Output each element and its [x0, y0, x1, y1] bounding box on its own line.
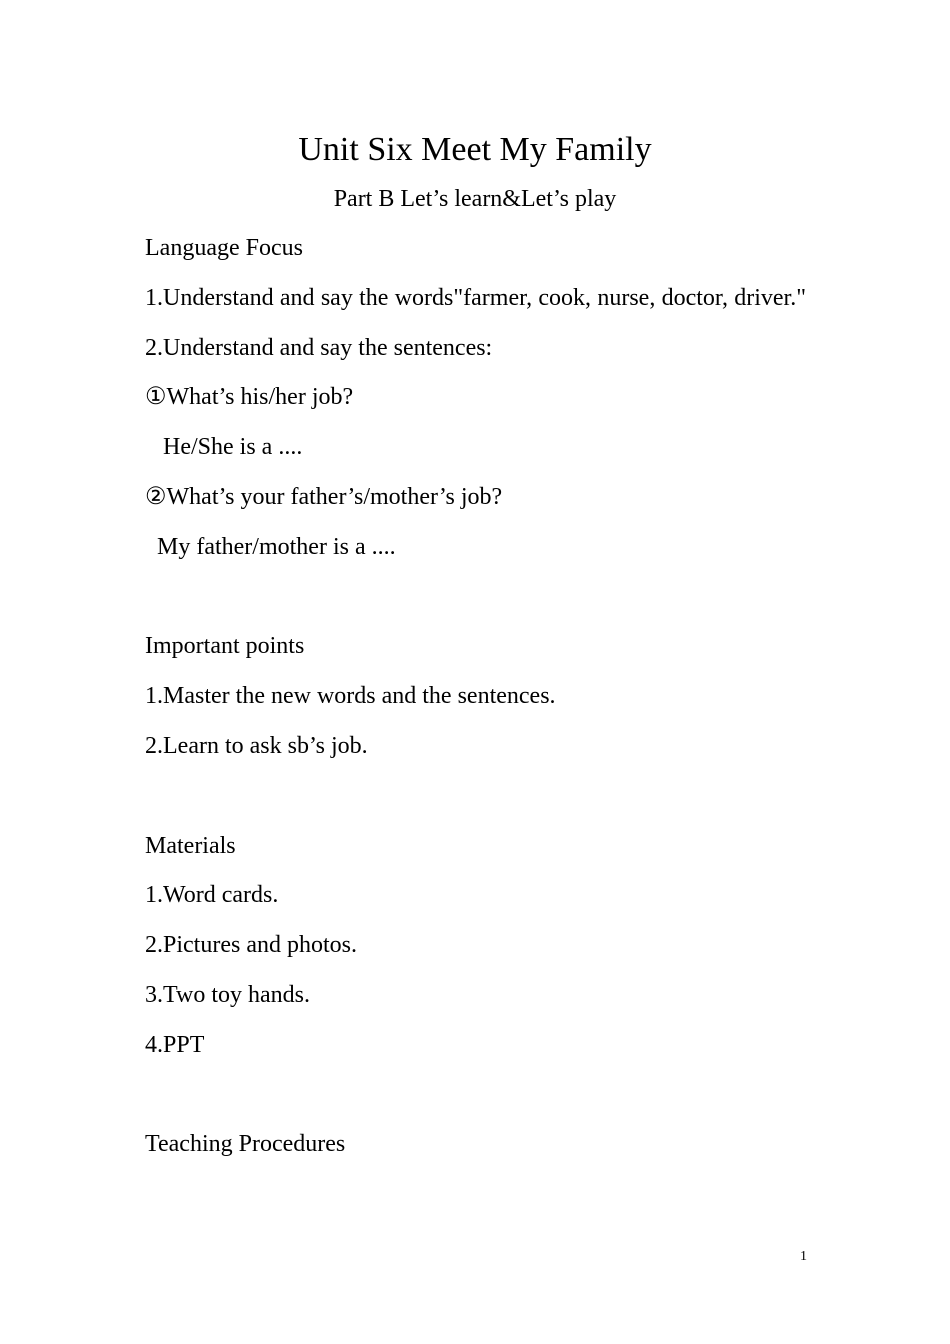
document-title: Unit Six Meet My Family [298, 131, 652, 168]
blank-line [145, 772, 806, 822]
document-body [145, 224, 806, 1170]
important-point-item: 1.Master the new words and the sentences. [145, 683, 556, 710]
sentence-answer-2: My father/mother is a .... [157, 533, 396, 560]
language-focus-item-2: 2.Understand and say the sentences: [145, 334, 493, 361]
sentence-question-1: ①What’s his/her job? [145, 384, 354, 411]
important-point-item: 2.Learn to ask sb’s job. [145, 732, 368, 759]
materials-heading: Materials [145, 832, 236, 859]
blank-line [145, 573, 806, 623]
materials-item: 3.Two toy hands. [145, 981, 310, 1008]
blank-line [145, 1071, 806, 1121]
sentence-question-2: ②What’s your father’s/mother’s job? [145, 483, 503, 510]
teaching-procedures-heading: Teaching Procedures [145, 1131, 346, 1158]
document-subtitle: Part B Let’s learn&Let’s play [333, 186, 617, 212]
materials-item: 2.Pictures and photos. [145, 932, 357, 959]
language-focus-heading: Language Focus [145, 235, 303, 261]
materials-item: 4.PPT [145, 1031, 205, 1058]
page-number: 1 [800, 1249, 807, 1264]
materials-item: 1.Word cards. [145, 882, 279, 909]
sentence-answer-1: He/She is a .... [163, 434, 303, 461]
important-points-heading: Important points [145, 633, 305, 660]
language-focus-item-1: 1.Understand and say the words"farmer, cook, nurse, doctor, driver." [145, 284, 806, 311]
